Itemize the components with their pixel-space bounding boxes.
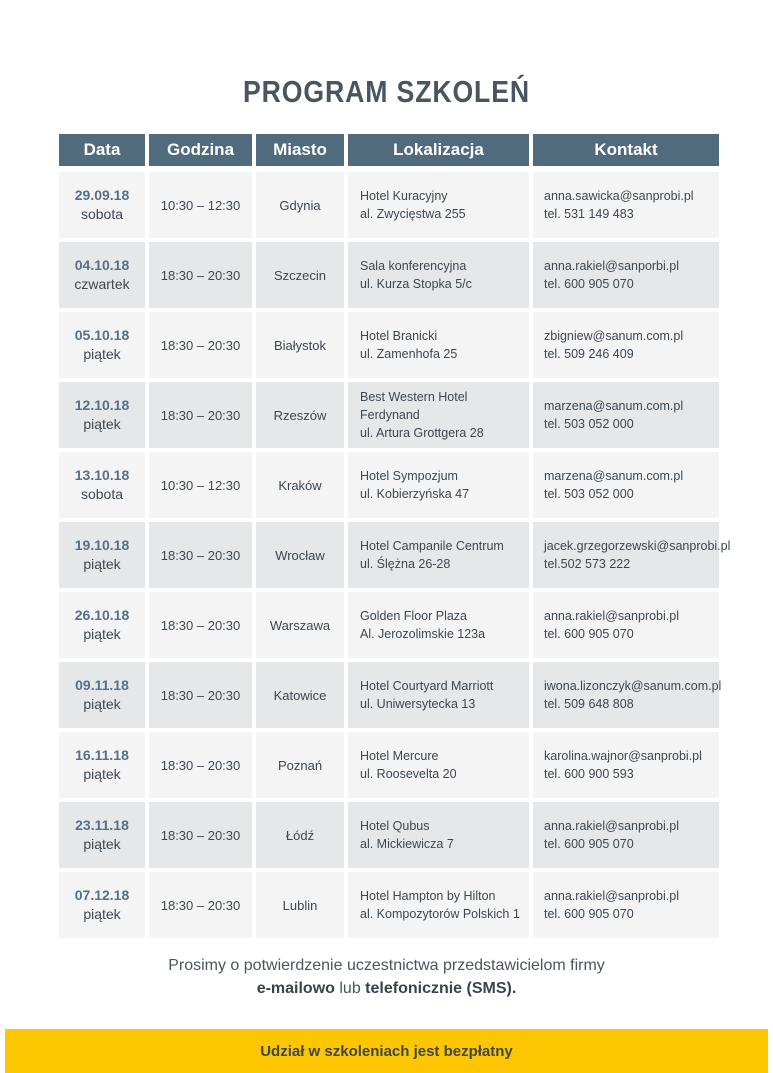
city-cell: Białystok bbox=[256, 312, 344, 378]
date-cell bbox=[59, 522, 145, 588]
time-cell: 10:30 – 12:30 bbox=[149, 172, 252, 238]
contact-phone[interactable]: tel. 600 905 070 bbox=[544, 277, 634, 291]
date-cell bbox=[59, 172, 145, 238]
date-value: 16.11.18 bbox=[75, 747, 129, 763]
contact-phone[interactable]: tel. 600 905 070 bbox=[544, 837, 634, 851]
date-value: 09.11.18 bbox=[75, 677, 129, 693]
table-row bbox=[59, 382, 719, 448]
contact-cell bbox=[533, 242, 719, 308]
contact-cell bbox=[533, 172, 719, 238]
contact-cell bbox=[533, 452, 719, 518]
city-cell: Katowice bbox=[256, 662, 344, 728]
venue-address: ul. Uniwersytecka 13 bbox=[360, 697, 476, 711]
contact-phone[interactable]: tel. 503 052 000 bbox=[544, 487, 634, 501]
contact-email[interactable]: marzena@sanum.com.pl bbox=[544, 399, 684, 413]
weekday: piątek bbox=[83, 766, 121, 782]
venue-name: Hotel Hampton by Hilton bbox=[360, 889, 496, 903]
table-row bbox=[59, 312, 719, 378]
date-cell bbox=[59, 592, 145, 658]
date-value: 26.10.18 bbox=[74, 607, 130, 623]
venue-name: Hotel Branicki bbox=[360, 329, 438, 343]
note-line-1: Prosimy o potwierdzenie uczestnictwa przedstawicielom firmy bbox=[168, 957, 605, 974]
venue-name: Hotel Qubus bbox=[360, 819, 430, 833]
weekday: sobota bbox=[80, 486, 124, 502]
note-end: . bbox=[511, 980, 517, 997]
table-row bbox=[59, 732, 719, 798]
contact-email[interactable]: iwona.lizonczyk@sanum.com.pl bbox=[544, 679, 722, 693]
date-value: 29.09.18 bbox=[74, 187, 130, 203]
note-email: e-mailowo bbox=[256, 980, 335, 997]
contact-cell bbox=[533, 662, 722, 728]
header-date: Data bbox=[59, 134, 145, 166]
date-value: 23.11.18 bbox=[75, 817, 129, 833]
venue-address: ul. Ślężna 26-28 bbox=[360, 557, 451, 571]
venue-address: Al. Jerozolimskie 123a bbox=[360, 627, 486, 641]
venue-address: al. Zwycięstwa 255 bbox=[360, 207, 466, 221]
city-cell: Poznań bbox=[256, 732, 344, 798]
venue-name: Best Western Hotel Ferdynand bbox=[360, 390, 468, 422]
venue-name: Golden Floor Plaza bbox=[360, 609, 468, 623]
header-time: Godzina bbox=[149, 134, 252, 166]
table-row bbox=[59, 872, 719, 938]
weekday: piątek bbox=[83, 906, 121, 922]
contact-cell bbox=[533, 592, 719, 658]
venue-address: ul. Zamenhofa 25 bbox=[360, 347, 458, 361]
header-contact: Kontakt bbox=[533, 134, 719, 166]
venue-address: al. Mickiewicza 7 bbox=[360, 837, 454, 851]
weekday: piątek bbox=[83, 346, 121, 362]
date-value: 04.10.18 bbox=[74, 257, 130, 273]
contact-email[interactable]: karolina.wajnor@sanprobi.pl bbox=[544, 749, 702, 763]
date-cell bbox=[59, 312, 145, 378]
location-cell bbox=[348, 662, 529, 728]
weekday: piątek bbox=[83, 696, 121, 712]
table-header bbox=[59, 134, 719, 166]
contact-phone[interactable]: tel. 600 900 593 bbox=[544, 767, 634, 781]
contact-phone[interactable]: tel. 531 149 483 bbox=[544, 207, 634, 221]
contact-cell bbox=[533, 732, 719, 798]
venue-name: Hotel Sympozjum bbox=[360, 469, 458, 483]
date-cell bbox=[59, 662, 145, 728]
contact-email[interactable]: anna.rakiel@sanprobi.pl bbox=[544, 889, 679, 903]
weekday: piątek bbox=[83, 626, 121, 642]
date-value: 07.12.18 bbox=[74, 887, 130, 903]
city-cell: Szczecin bbox=[256, 242, 344, 308]
time-cell: 18:30 – 20:30 bbox=[149, 592, 252, 658]
location-cell bbox=[348, 872, 529, 938]
contact-phone[interactable]: tel. 509 246 409 bbox=[544, 347, 634, 361]
time-cell: 18:30 – 20:30 bbox=[149, 802, 252, 868]
city-cell: Warszawa bbox=[256, 592, 344, 658]
contact-cell bbox=[533, 522, 731, 588]
date-cell bbox=[59, 452, 145, 518]
date-value: 12.10.18 bbox=[74, 397, 130, 413]
time-cell: 18:30 – 20:30 bbox=[149, 312, 252, 378]
contact-email[interactable]: anna.rakiel@sanprobi.pl bbox=[544, 819, 679, 833]
time-cell: 10:30 – 12:30 bbox=[149, 452, 252, 518]
contact-phone[interactable]: tel. 600 905 070 bbox=[544, 907, 634, 921]
city-cell: Gdynia bbox=[256, 172, 344, 238]
location-cell bbox=[348, 452, 529, 518]
table-body bbox=[59, 172, 731, 938]
date-cell bbox=[59, 242, 145, 308]
table-row bbox=[59, 592, 719, 658]
venue-name: Hotel Kuracyjny bbox=[360, 189, 448, 203]
time-cell: 18:30 – 20:30 bbox=[149, 382, 252, 448]
venue-address: ul. Kurza Stopka 5/c bbox=[360, 277, 472, 291]
weekday: czwartek bbox=[74, 276, 130, 292]
table-row bbox=[59, 802, 719, 868]
date-cell bbox=[59, 382, 145, 448]
confirmation-note bbox=[0, 954, 773, 1000]
contact-phone[interactable]: tel. 509 648 808 bbox=[544, 697, 634, 711]
contact-phone[interactable]: tel.502 573 222 bbox=[544, 557, 631, 571]
location-cell bbox=[348, 242, 529, 308]
time-cell: 18:30 – 20:30 bbox=[149, 662, 252, 728]
weekday: piątek bbox=[83, 416, 121, 432]
city-cell: Rzeszów bbox=[256, 382, 344, 448]
contact-cell bbox=[533, 872, 719, 938]
time-cell: 18:30 – 20:30 bbox=[149, 242, 252, 308]
weekday: sobota bbox=[80, 206, 124, 222]
free-training-banner: Udział w szkoleniach jest bezpłatny bbox=[5, 1029, 768, 1073]
venue-name: Hotel Campanile Centrum bbox=[360, 539, 504, 553]
date-value: 13.10.18 bbox=[74, 467, 130, 483]
contact-email[interactable]: anna.rakiel@sanporbi.pl bbox=[544, 259, 679, 273]
location-cell bbox=[348, 172, 529, 238]
table-row bbox=[59, 662, 722, 728]
date-cell bbox=[59, 872, 145, 938]
note-phone: telefonicznie (SMS) bbox=[365, 980, 512, 997]
page-title: PROGRAM SZKOLEŃ bbox=[243, 74, 530, 109]
location-cell bbox=[348, 382, 529, 448]
note-or: lub bbox=[334, 980, 366, 997]
table-row bbox=[59, 452, 719, 518]
contact-email[interactable]: marzena@sanum.com.pl bbox=[544, 469, 684, 483]
location-cell bbox=[348, 592, 529, 658]
city-cell: Łódź bbox=[256, 802, 344, 868]
table-row bbox=[59, 242, 719, 308]
venue-name: Sala konferencyjna bbox=[360, 259, 467, 273]
time-cell: 18:30 – 20:30 bbox=[149, 522, 252, 588]
contact-phone[interactable]: tel. 600 905 070 bbox=[544, 627, 634, 641]
date-value: 19.10.18 bbox=[74, 537, 130, 553]
note-line-2 bbox=[0, 977, 773, 1000]
city-cell: Kraków bbox=[256, 452, 344, 518]
location-cell bbox=[348, 522, 529, 588]
date-cell bbox=[59, 732, 145, 798]
venue-name: Hotel Courtyard Marriott bbox=[360, 679, 494, 693]
header-city: Miasto bbox=[256, 134, 344, 166]
location-cell bbox=[348, 312, 529, 378]
table-row bbox=[59, 172, 719, 238]
date-value: 05.10.18 bbox=[74, 327, 130, 343]
time-cell: 18:30 – 20:30 bbox=[149, 872, 252, 938]
weekday: piątek bbox=[83, 836, 121, 852]
weekday: piątek bbox=[83, 556, 121, 572]
venue-address: al. Kompozytorów Polskich 1 bbox=[360, 907, 520, 921]
venue-address: ul. Roosevelta 20 bbox=[360, 767, 457, 781]
time-cell: 18:30 – 20:30 bbox=[149, 732, 252, 798]
contact-cell bbox=[533, 802, 719, 868]
location-cell bbox=[348, 802, 529, 868]
date-cell bbox=[59, 802, 145, 868]
contact-email[interactable]: anna.sawicka@sanprobi.pl bbox=[544, 189, 694, 203]
venue-name: Hotel Mercure bbox=[360, 749, 439, 763]
city-cell: Lublin bbox=[256, 872, 344, 938]
contact-cell bbox=[533, 312, 719, 378]
venue-address: ul. Kobierzyńska 47 bbox=[360, 487, 470, 501]
contact-email[interactable]: zbigniew@sanum.com.pl bbox=[544, 329, 684, 343]
venue-address: ul. Artura Grottgera 28 bbox=[360, 426, 484, 440]
contact-cell bbox=[533, 382, 719, 448]
contact-email[interactable]: anna.rakiel@sanprobi.pl bbox=[544, 609, 679, 623]
city-cell: Wrocław bbox=[256, 522, 344, 588]
contact-phone[interactable]: tel. 503 052 000 bbox=[544, 417, 634, 431]
schedule-table bbox=[59, 134, 731, 938]
contact-email[interactable]: jacek.grzegorzewski@sanprobi.pl bbox=[544, 539, 731, 553]
table-row bbox=[59, 522, 731, 588]
header-location: Lokalizacja bbox=[348, 134, 529, 166]
location-cell bbox=[348, 732, 529, 798]
